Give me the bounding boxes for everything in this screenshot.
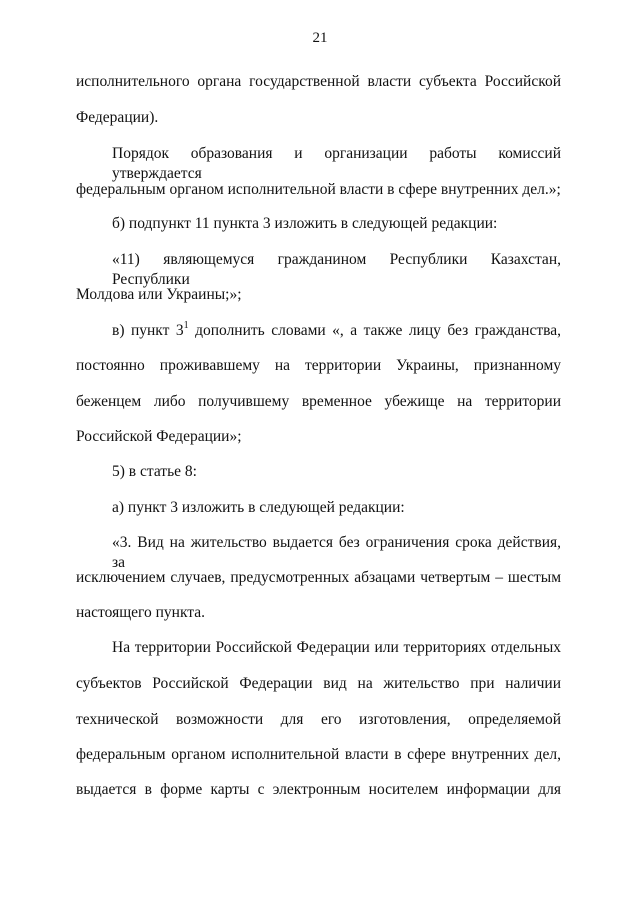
text-line: федеральным органом исполнительной власти в сфере внутренних дел,: [76, 746, 561, 763]
text-line: а) пункт 3 изложить в следующей редакции:: [112, 499, 405, 516]
text-line: 5) в статье 8:: [112, 463, 197, 480]
superscript: 1: [183, 319, 189, 331]
text-fragment: в) пункт 3: [112, 322, 184, 339]
text-line: б) подпункт 11 пункта 3 изложить в следующей редакции:: [112, 215, 498, 232]
text-line: «3. Вид на жительство выдается без ограничения срока действия, за: [112, 534, 561, 571]
text-line: беженцем либо получившему временное убежище на территории: [76, 393, 561, 410]
text-line: федеральным органом исполнительной власти в сфере внутренних дел.»;: [76, 181, 561, 198]
text-line: Федерации).: [76, 109, 159, 126]
text-line: «11) являющемуся гражданином Республики Казахстан, Республики: [112, 251, 561, 288]
text-line: Российской Федерации»;: [76, 428, 242, 445]
text-line: технической возможности для его изготовления, определяемой: [76, 711, 561, 728]
text-line: постоянно проживавшему на территории Украины, признанному: [76, 357, 561, 374]
text-line: [112, 321, 561, 341]
page-number: 21: [312, 30, 328, 46]
text-line: выдается в форме карты с электронным носителем информации для: [76, 781, 561, 798]
text-line: исполнительного органа государственной власти субъекта Российской: [76, 73, 561, 90]
text-line: Порядок образования и организации работы комиссий утверждается: [112, 145, 561, 182]
text-fragment: дополнить словами «, а также лицу без гражданства,: [188, 322, 561, 339]
text-line: Молдова или Украины;»;: [76, 286, 242, 303]
text-line: исключением случаев, предусмотренных абзацами четвертым – шестым: [76, 569, 561, 586]
text-line: субъектов Российской Федерации вид на жительство при наличии: [76, 675, 561, 692]
text-line: настоящего пункта.: [76, 604, 206, 621]
text-line: На территории Российской Федерации или территориях отдельных: [112, 639, 561, 656]
